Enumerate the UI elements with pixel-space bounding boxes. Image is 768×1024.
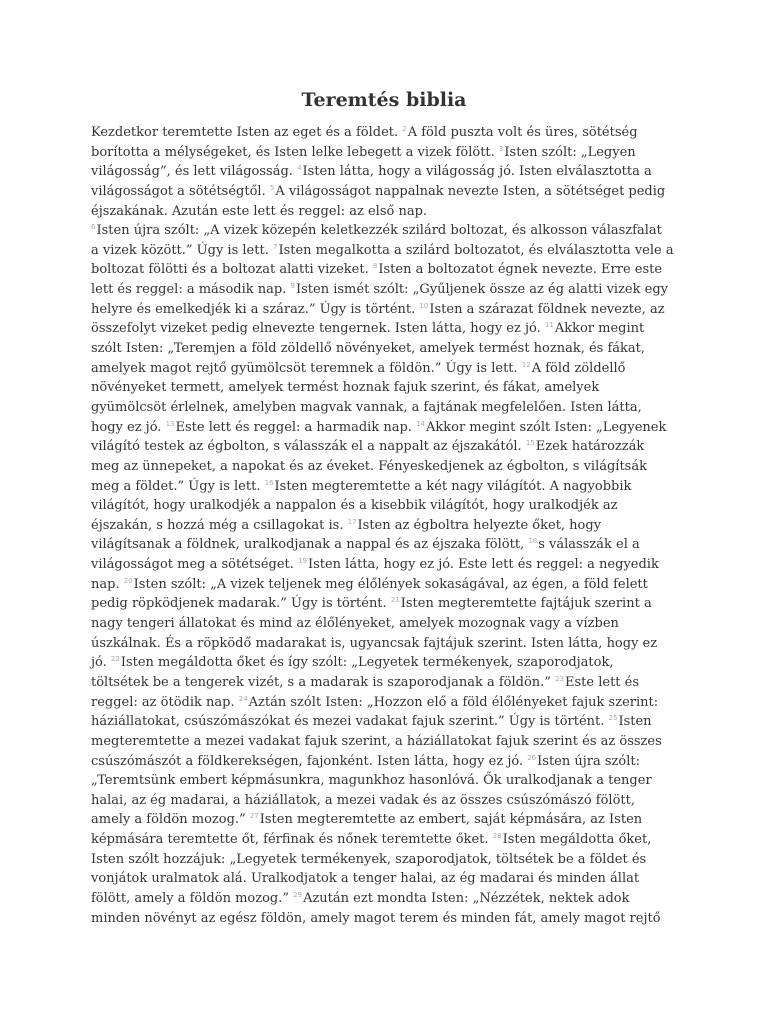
verse-number: 23 <box>555 674 565 683</box>
text-line <box>91 575 731 595</box>
verse-text: meg az ünnepeket, a napokat és az éveket. Fényeskedjenek az égbolton, s világítsák <box>91 458 647 474</box>
verse-number: 28 <box>492 832 502 841</box>
verse-number: 11 <box>544 321 554 330</box>
verse-text: Este lett és reggel: a harmadik nap. <box>175 419 417 435</box>
verse-text: Isten újra szólt: „A vizek közepén keletkezzék szilárd boltozat, és alkosson válaszfalat <box>96 223 662 239</box>
verse-number: 24 <box>238 694 248 703</box>
verse-text: s válasszák el a <box>538 537 640 553</box>
verse-number: 10 <box>419 301 429 310</box>
verse-text: Isten szólt: „A vizek teljenek meg élőlények sokaságával, az égen, a föld felett <box>133 576 648 592</box>
verse-text: a vizek között.” Úgy is lett. <box>91 242 273 258</box>
verse-text: Kezdetkor teremtette Isten az eget és a földet. <box>91 125 403 140</box>
verse-text: világosságot meg a sötétséget. <box>91 557 299 573</box>
text-line <box>91 123 731 143</box>
verse-number: 8 <box>372 262 378 271</box>
text-line <box>91 202 731 222</box>
text-line <box>91 791 731 811</box>
text-line <box>91 221 731 241</box>
verse-number: 9 <box>290 282 295 291</box>
text-line <box>91 241 731 261</box>
verse-text: Isten megalkotta a szilárd boltozatot, és elválasztotta vele a <box>278 242 674 258</box>
verse-number: 26 <box>527 753 537 762</box>
verse-text: Isten a szárazat földnek nevezte, az <box>429 301 665 317</box>
verse-text: éjszakán, s hozzá még a csillagokat is. <box>91 517 348 533</box>
verse-text: csúszómászót a földkerekségen, fajonként. Isten látta, hogy ez jó. <box>91 753 528 769</box>
verse-text: Este lett és <box>565 674 640 690</box>
verse-text: Azután ezt mondta Isten: „Nézzétek, nektek adok <box>303 890 630 906</box>
verse-text: reggel: az ötödik nap. <box>91 694 239 710</box>
verse-number: 2 <box>402 125 407 133</box>
verse-text: „Teremtsünk embert képmásunkra, magunkhoz hasonlóvá. Ők uralkodjanak a tenger <box>91 773 652 789</box>
text-line <box>91 398 731 418</box>
text-line <box>91 437 731 457</box>
verse-text: Isten szólt: „Legyen <box>504 144 636 160</box>
verse-text: Isten szólt hozzájuk: „Legyetek termékenyek, szaporodjatok, töltsétek be a földet és <box>91 851 647 867</box>
verse-text: Isten megteremtette fajtájuk szerint a <box>400 596 652 612</box>
text-line <box>91 319 731 339</box>
verse-text: Isten megteremtette az embert, saját képmására, az Isten <box>259 812 643 828</box>
text-line <box>91 182 731 202</box>
verse-text: Isten látta, hogy a világosság jó. Isten elválasztotta a <box>302 164 652 180</box>
verse-text: Isten ismét szólt: „Gyűljenek össze az ég alatti vizek egy <box>295 282 668 298</box>
verse-text: meg a földet.” Úgy is lett. <box>91 478 265 494</box>
verse-text: fölött, amely a földön mozog.” <box>91 890 294 906</box>
text-line <box>91 693 731 713</box>
verse-number: 4 <box>297 164 302 173</box>
verse-text: amely a földön mozog.” <box>91 812 250 828</box>
verse-text: A világosságot nappalnak nevezte Isten, a sötétséget pedig <box>275 183 666 199</box>
text-line <box>91 732 731 752</box>
text-line <box>91 869 731 889</box>
verse-text: helyre és emelkedjék ki a száraz.” Úgy is történt. <box>91 301 420 317</box>
text-line <box>91 280 731 300</box>
verse-text: éjszakának. Azután este lett és reggel: az első nap. <box>91 203 428 219</box>
verse-number: 14 <box>416 419 425 428</box>
verse-number: 15 <box>525 439 535 448</box>
verse-text: úszkálnak. És a röpködő madarakat is, ugyancsak fajtájuk szerint. Isten látta, hogy ez <box>91 635 658 651</box>
verse-text: hogy ez jó. <box>91 419 166 435</box>
verse-text: Isten az égboltra helyezte őket, hogy <box>357 517 602 533</box>
verse-text: pedig röpködjenek madarak.” Úgy is történt. <box>91 596 391 612</box>
verse-text: háziállatokat, csúszómászókat és mezei vadakat fajuk szerint.” Úgy is történt. <box>91 714 609 730</box>
verse-text: növényeket termett, amelyek termést hoznak fajuk szerint, és fákat, amelyek <box>91 380 600 396</box>
verse-number: 29 <box>293 890 303 899</box>
verse-number: 12 <box>521 360 531 369</box>
text-line <box>91 594 731 614</box>
verse-text: Akkor megint szólt Isten: „Legyenek <box>425 419 667 435</box>
text-line <box>91 477 731 497</box>
verse-text: Isten megteremtette a két nagy világítót. A nagyobbik <box>274 478 632 494</box>
verse-text: Isten <box>618 714 652 730</box>
text-line <box>91 535 731 555</box>
text-line <box>91 555 731 575</box>
verse-number: 20 <box>123 576 133 585</box>
text-line <box>91 162 731 182</box>
verse-text: töltsétek be a tengerek vizét, s a madarak is szaporodjanak a földön.” <box>91 674 556 690</box>
verse-text: Ezek határozzák <box>535 439 645 455</box>
verse-number: 18 <box>528 537 538 546</box>
text-line <box>91 496 731 516</box>
text-line <box>91 850 731 870</box>
text-line <box>91 653 731 673</box>
text-line <box>91 889 731 909</box>
verse-text: boltozat fölötti és a boltozat alatti vizeket. <box>91 262 373 278</box>
verse-text: minden növényt az egész földön, amely magot terem és minden fát, amely magot rejtő <box>91 910 661 926</box>
verse-text: világosság”, és lett világosság. <box>91 164 298 180</box>
verse-text: Aztán szólt Isten: „Hozzon elő a föld élőlényeket fajuk szerint: <box>248 694 659 710</box>
verse-number: 25 <box>608 714 618 723</box>
text-line <box>91 300 731 320</box>
verse-text: Isten a boltozatot égnek nevezte. Erre este <box>378 262 663 278</box>
verse-text: lett és reggel: a második nap. <box>91 282 291 298</box>
verse-text: halai, az ég madarai, a háziállatok, a mezei vadak és az összes csúszómászó fölött, <box>91 792 635 808</box>
text-line <box>91 634 731 654</box>
verse-text: Isten újra szólt: <box>537 753 640 769</box>
text-line <box>91 771 731 791</box>
verse-number: 22 <box>110 655 120 664</box>
text-line <box>91 418 731 438</box>
text-line <box>91 260 731 280</box>
text-line <box>91 614 731 634</box>
verse-text: borította a mélységeket, és Isten lelke lebegett a vizek fölött. <box>91 144 499 160</box>
verse-text: A föld zöldellő <box>531 360 626 376</box>
text-line <box>91 516 731 536</box>
verse-text: jó. <box>91 655 111 671</box>
verse-number: 3 <box>498 144 504 153</box>
text-line <box>91 830 731 850</box>
verse-text: nagy tengeri állatokat és mind az élőlényeket, amelyek mozognak vagy a vízben <box>91 616 619 632</box>
verse-text: szólt Isten: „Teremjen a föld zöldellő növényeket, amelyek termést hoznak, és fákat, <box>91 341 646 357</box>
verse-text: világítsanak a földnek, uralkodjanak a nappal és az éjszaka fölött, <box>91 537 529 553</box>
text-line <box>91 673 731 693</box>
text-line <box>91 909 731 929</box>
verse-number: 7 <box>272 242 278 251</box>
verse-number: 19 <box>298 557 307 566</box>
text-line <box>91 143 731 163</box>
text-line <box>91 359 731 379</box>
text-line <box>91 378 731 398</box>
verse-text: Isten megáldotta őket és így szólt: „Legyetek termékenyek, szaporodjatok, <box>120 655 614 671</box>
verse-text: világítót, hogy uralkodjék a nappalon és a kisebbik világítót, hogy uralkodjék az <box>91 498 618 514</box>
verse-text: A föld puszta volt és üres, sötétség <box>407 125 638 140</box>
verse-text: amelyek magot rejtő gyümölcsöt teremnek a földön.” Úgy is lett. <box>91 360 522 376</box>
verse-text: gyümölcsöt érlelnek, amelyben magvak vannak, a fajtának megfelelően. Isten látta, <box>91 399 642 415</box>
verse-number: 6 <box>91 223 96 232</box>
verse-number: 27 <box>249 812 259 821</box>
text-line <box>91 810 731 830</box>
verse-number: 13 <box>165 419 175 428</box>
verse-text: összefolyt vizeket pedig elnevezte tengernek. Isten látta, hogy ez jó. <box>91 321 545 337</box>
verse-text: Akkor megint <box>554 321 645 337</box>
text-line <box>91 339 731 359</box>
verse-number: 5 <box>269 183 275 192</box>
verse-number: 16 <box>264 478 274 487</box>
verse-text: világító testek az égbolton, s válasszák el a nappalt az éjszakától. <box>91 439 526 455</box>
verse-text: képmására teremtette őt, férfinak és nőnek teremtette őket. <box>91 832 493 848</box>
document-body <box>91 123 731 928</box>
text-line <box>91 457 731 477</box>
text-line <box>91 752 731 772</box>
text-line <box>91 712 731 732</box>
verse-text: Isten látta, hogy ez jó. Este lett és reggel: a negyedik <box>307 557 659 573</box>
verse-text: világosságot a sötétségtől. <box>91 183 270 199</box>
verse-number: 17 <box>347 517 357 526</box>
document-title: Teremtés biblia <box>301 89 467 111</box>
verse-text: Isten megáldotta őket, <box>502 832 652 848</box>
verse-text: megteremtette a mezei vadakat fajuk szerint, a háziállatokat fajuk szerint és az összes <box>91 733 662 749</box>
verse-text: nap. <box>91 576 124 592</box>
verse-text: vonjátok uralmatok alá. Uralkodjatok a tenger halai, az ég madarai és minden állat <box>91 871 640 887</box>
verse-number: 21 <box>390 596 400 605</box>
